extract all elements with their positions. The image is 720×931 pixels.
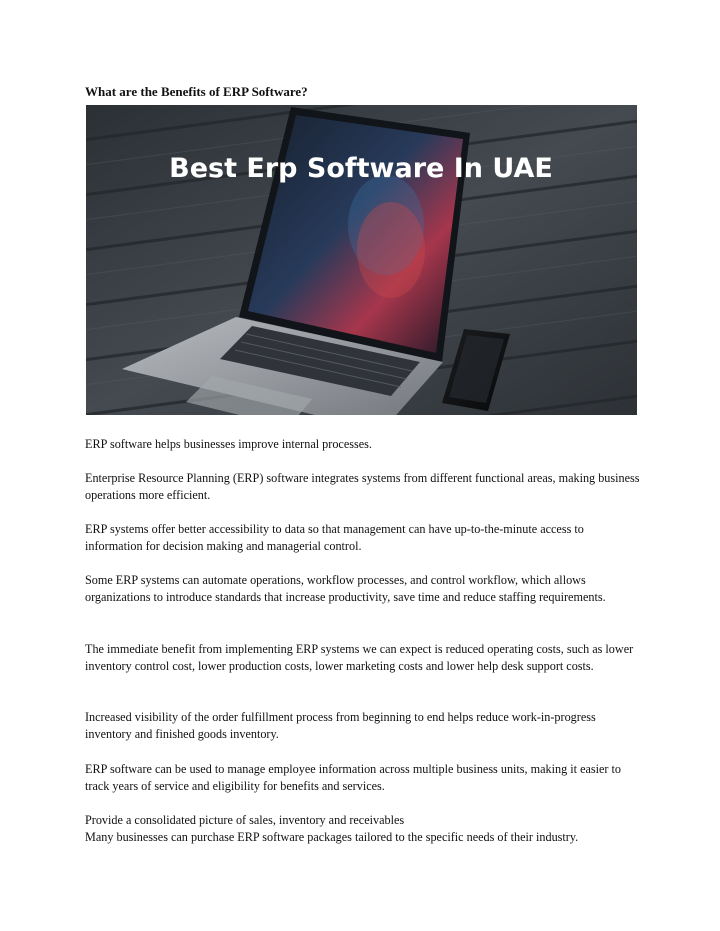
- paragraph-consolidated-picture: Provide a consolidated picture of sales, inventory and receivables: [85, 813, 405, 827]
- paragraph-erp-integration: Enterprise Resource Planning (ERP) software integrates systems from different functional areas, making business operations more efficient.: [85, 471, 640, 503]
- document-title: What are the Benefits of ERP Software?: [85, 84, 308, 99]
- paragraph-reduced-costs: The immediate benefit from implementing ERP systems we can expect is reduced operating costs, such as lower inventory control cost, lower production costs, lower marketing costs and lower help desk support costs.: [85, 642, 634, 674]
- paragraph-industry-packages: Many businesses can purchase ERP software packages tailored to the specific needs of their industry.: [85, 830, 579, 844]
- paragraph-order-visibility: Increased visibility of the order fulfillment process from beginning to end helps reduce work-in-progress inventory and finished goods inventory.: [85, 710, 596, 742]
- paragraph-erp-internal-processes: ERP software helps businesses improve internal processes.: [85, 437, 372, 451]
- paragraph-data-accessibility: ERP systems offer better accessibility to data so that management can have up-to-the-minute access to information for decision making and managerial control.: [85, 522, 584, 554]
- laptop-photo: [86, 105, 637, 415]
- paragraph-workflow-automation: Some ERP systems can automate operations, workflow processes, and control workflow, which allows organizations to introduce standards that increase productivity, save time and reduce staffing requirements.: [85, 573, 606, 605]
- hero-image: [86, 105, 637, 415]
- paragraph-employee-information: ERP software can be used to manage employee information across multiple business units, making it easier to track years of service and eligibility for benefits and services.: [85, 762, 622, 794]
- image-overlay-text: Best Erp Software In UAE: [169, 153, 553, 184]
